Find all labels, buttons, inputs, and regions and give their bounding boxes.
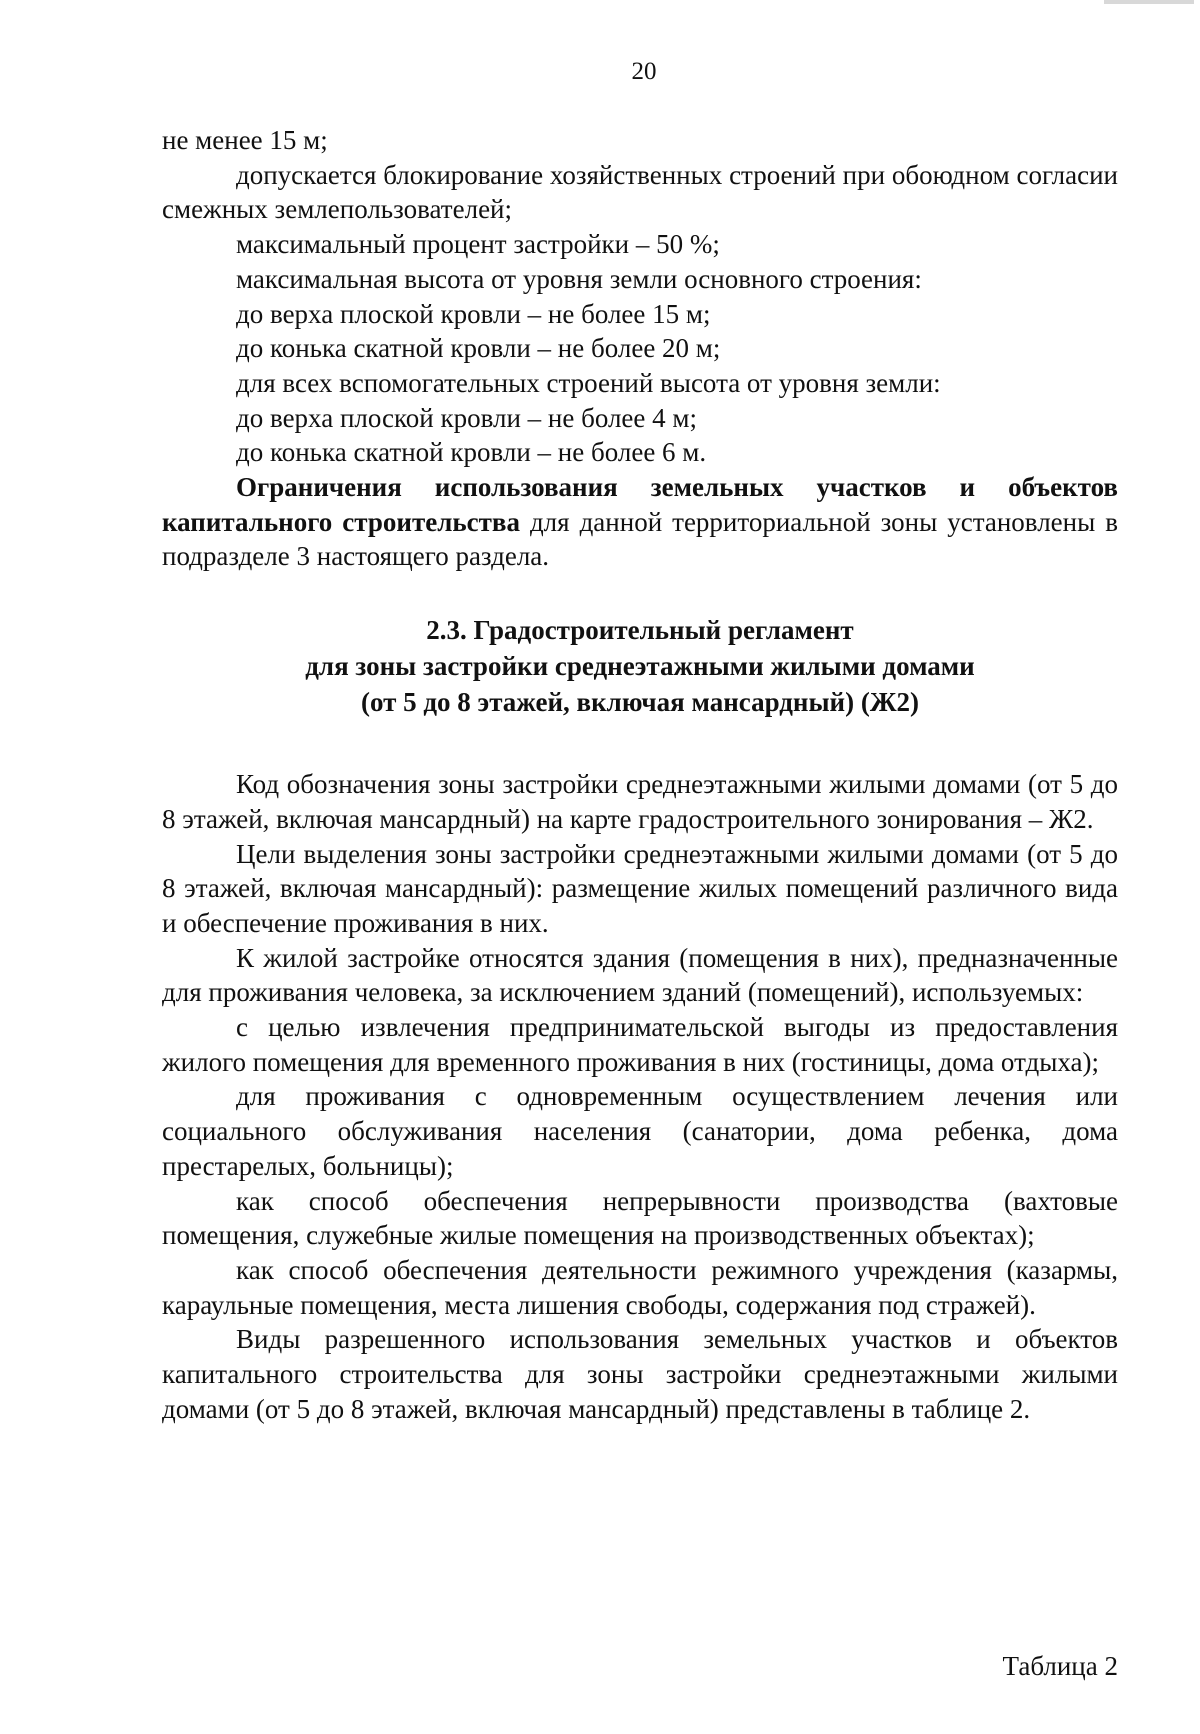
paragraph: как способ обеспечения деятельности режимного учреждения (казармы, караульные помещения, места лишения свободы, содержания под стражей). (162, 1254, 1118, 1320)
section-heading (162, 612, 1118, 720)
paragraph: допускается блокирование хозяйственных строений при обоюдном согласии смежных землепользователей; (162, 159, 1118, 225)
paragraph: не менее 15 м; (162, 125, 328, 155)
table-caption: Таблица 2 (1002, 1651, 1118, 1681)
page-number: 20 (631, 58, 657, 85)
paragraph: Цели выделения зоны застройки среднеэтажными жилыми домами (от 5 до 8 этажей, включая мансардный): размещение жилых помещений различного вида и обеспечение проживания в них. (162, 838, 1118, 938)
paragraph: до конька скатной кровли – не более 6 м. (236, 437, 707, 468)
paragraph: до конька скатной кровли – не более 20 м; (236, 333, 721, 364)
paragraph: с целью извлечения предпринимательской выгоды из предоставления жилого помещения для временного проживания в них (гостиницы, дома отдыха); (162, 1012, 1118, 1077)
paragraph: К жилой застройке относятся здания (помещения в них), предназначенные для проживания человека, за исключением зданий (помещений), используемых: (162, 942, 1118, 1008)
paragraph: Код обозначения зоны застройки среднеэтажными жилыми домами (от 5 до 8 этажей, включая мансардный) на карте градостроительного зонирования – Ж2. (162, 769, 1118, 834)
paragraph: для проживания с одновременным осуществлением лечения или социального обслуживания населения (санатории, дома ребенка, дома престарелых, больницы); (162, 1081, 1118, 1181)
paragraph: до верха плоской кровли – не более 15 м; (236, 298, 711, 329)
paragraph: как способ обеспечения непрерывности производства (вахтовые помещения, служебные жилые помещения на производственных объектах); (162, 1185, 1118, 1251)
scan-artifact (1104, 0, 1194, 4)
paragraph: максимальный процент застройки – 50 %; (236, 229, 720, 260)
restriction-paragraph (162, 470, 1118, 574)
document-body (162, 123, 1118, 1427)
paragraph: максимальная высота от уровня земли основного строения: (236, 263, 922, 294)
paragraph: для всех вспомогательных строений высота от уровня земли: (236, 367, 941, 398)
restriction-text: для данной территориальной зоны установлены в подразделе 3 настоящего раздела. (162, 506, 1118, 572)
heading-line: 2.3. Градостроительный регламент (426, 615, 854, 646)
heading-line: (от 5 до 8 этажей, включая мансардный) (Ж2) (360, 687, 920, 718)
restriction-bold-text: Ограничения использования земельных участков и объектов капитального строительства (162, 472, 1118, 537)
heading-line: для зоны застройки среднеэтажными жилыми домами (305, 651, 975, 682)
paragraph: до верха плоской кровли – не более 4 м; (236, 402, 697, 433)
paragraph: Виды разрешенного использования земельных участков и объектов капитального строительства для зоны застройки среднеэтажными жилыми домами (от 5 до 8 этажей, включая мансардный) представлены в таблице 2. (162, 1324, 1118, 1424)
